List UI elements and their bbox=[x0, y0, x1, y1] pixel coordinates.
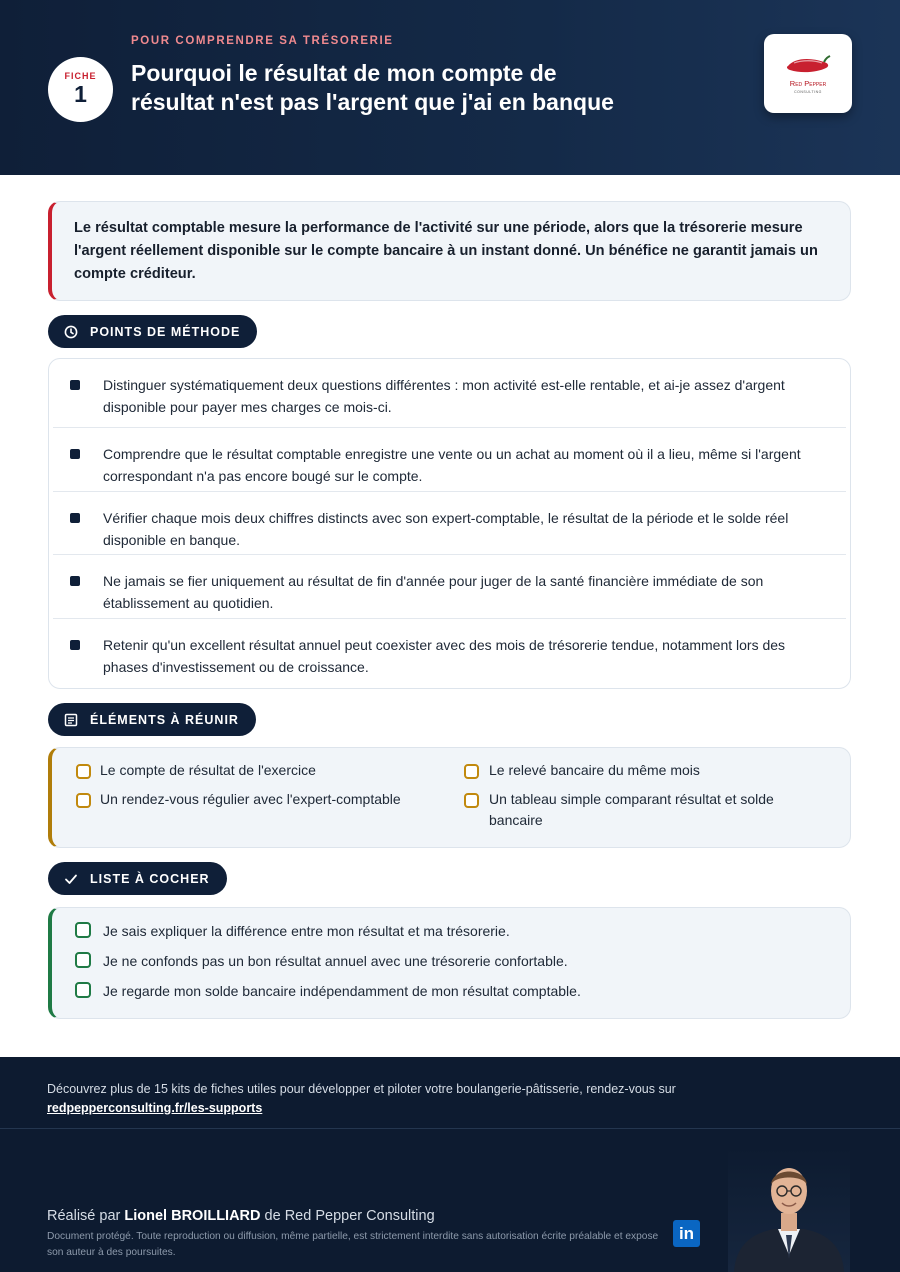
fiche-badge bbox=[48, 57, 113, 122]
clock-icon bbox=[64, 325, 78, 339]
section-pill-elements bbox=[48, 703, 256, 736]
chili-pepper-icon bbox=[784, 54, 832, 78]
checkbox[interactable] bbox=[75, 922, 91, 938]
legal-notice: Document protégé. Toute reproduction ou diffusion, même partielle, est strictement interdite sans autorisation écrite préalable et expose son auteur à des poursuites. bbox=[47, 1231, 659, 1258]
checkbox[interactable] bbox=[76, 793, 91, 808]
list-item bbox=[53, 555, 846, 619]
fiche-badge-label: FICHE bbox=[64, 71, 97, 81]
section-pill-checklist bbox=[48, 862, 227, 895]
list-item-text: Comprendre que le résultat comptable enregistre une vente ou un achat au moment où il a lieu, même si l'argent correspondant n'a pas encore bougé sur le compte. bbox=[103, 446, 801, 484]
list-item bbox=[53, 492, 846, 555]
footer-promo bbox=[47, 1080, 676, 1118]
author-prefix: Réalisé par bbox=[47, 1208, 121, 1224]
checklist-item-text: Je regarde mon solde bancaire indépendamment de mon résultat comptable. bbox=[103, 983, 581, 999]
list-item-text: Retenir qu'un excellent résultat annuel peut coexister avec des mois de trésorerie tendue, notamment lors des phases d'investissement ou de croissance. bbox=[103, 637, 786, 675]
elements-grid bbox=[48, 747, 851, 848]
list-item bbox=[53, 619, 846, 687]
intro-text: Le résultat comptable mesure la performance de l'activité sur une période, alors que la trésorerie mesure l'argent réellement disponible sur le compte bancaire à un instant donné. Un bénéfice ne garantit jamais un compte créditeur. bbox=[74, 220, 818, 282]
bullet-icon bbox=[70, 449, 80, 459]
section-title-elements: ÉLÉMENTS À RÉUNIR bbox=[90, 712, 239, 727]
company-logo bbox=[764, 34, 852, 113]
logo-sub-text: CONSULTING bbox=[794, 90, 822, 94]
checklist-item-text: Je ne confonds pas un bon résultat annuel avec une trésorerie confortable. bbox=[103, 953, 568, 969]
logo-brand-text: Red Pepper bbox=[789, 79, 827, 88]
footer-author bbox=[47, 1208, 435, 1224]
document-icon bbox=[64, 713, 78, 727]
supports-link[interactable]: redpepperconsulting.fr/les-supports bbox=[47, 1101, 263, 1115]
bullet-icon bbox=[70, 513, 80, 523]
footer-promo-text: Découvrez plus de 15 kits de fiches utiles pour développer et piloter votre boulangerie-pâtisserie, rendez-vous sur bbox=[47, 1082, 676, 1096]
checklist-item-text: Je sais expliquer la différence entre mon résultat et ma trésorerie. bbox=[103, 923, 510, 939]
header-kicker: POUR COMPRENDRE SA TRÉSORERIE bbox=[131, 35, 394, 47]
element-item: Un rendez-vous régulier avec l'expert-comptable bbox=[100, 791, 401, 807]
checkbox[interactable] bbox=[75, 982, 91, 998]
footer-divider bbox=[0, 1128, 900, 1129]
list-item-text: Vérifier chaque mois deux chiffres distincts avec son expert-comptable, le résultat de la période et le solde réel disponible en banque. bbox=[103, 510, 789, 548]
linkedin-icon[interactable]: in bbox=[673, 1220, 700, 1247]
page-title: Pourquoi le résultat de mon compte de résultat n'est pas l'argent que j'ai en banque bbox=[131, 60, 614, 115]
list-item-text: Ne jamais se fier uniquement au résultat de fin d'année pour juger de la santé financière immédiate de son établissement au quotidien. bbox=[103, 573, 764, 611]
list-item-text: Distinguer systématiquement deux questions différentes : mon activité est-elle rentable, et ai-je assez d'argent disponible pour payer mes charges ce mois-ci. bbox=[103, 377, 785, 415]
element-item: Le compte de résultat de l'exercice bbox=[100, 762, 316, 778]
section-title-method: POINTS DE MÉTHODE bbox=[90, 324, 241, 339]
checkmark-icon bbox=[64, 872, 78, 886]
list-item bbox=[53, 359, 846, 428]
author-name: Lionel BROILLIARD bbox=[124, 1208, 261, 1224]
author-suffix: de Red Pepper Consulting bbox=[264, 1208, 435, 1224]
element-item: Le relevé bancaire du même mois bbox=[489, 762, 700, 778]
list-item bbox=[53, 428, 846, 492]
checkbox[interactable] bbox=[464, 793, 479, 808]
section-title-checklist: LISTE À COCHER bbox=[90, 871, 210, 886]
checklist bbox=[48, 907, 851, 1019]
author-photo bbox=[728, 1147, 850, 1272]
footer bbox=[0, 1057, 900, 1272]
method-list bbox=[48, 358, 851, 689]
intro-callout bbox=[48, 201, 851, 301]
bullet-icon bbox=[70, 576, 80, 586]
checkbox[interactable] bbox=[76, 764, 91, 779]
bullet-icon bbox=[70, 640, 80, 650]
bullet-icon bbox=[70, 380, 80, 390]
section-pill-method bbox=[48, 315, 257, 348]
fiche-badge-number: 1 bbox=[74, 81, 87, 107]
header-banner bbox=[0, 0, 900, 175]
checkbox[interactable] bbox=[75, 952, 91, 968]
element-item: Un tableau simple comparant résultat et solde bancaire bbox=[489, 791, 774, 828]
checkbox[interactable] bbox=[464, 764, 479, 779]
